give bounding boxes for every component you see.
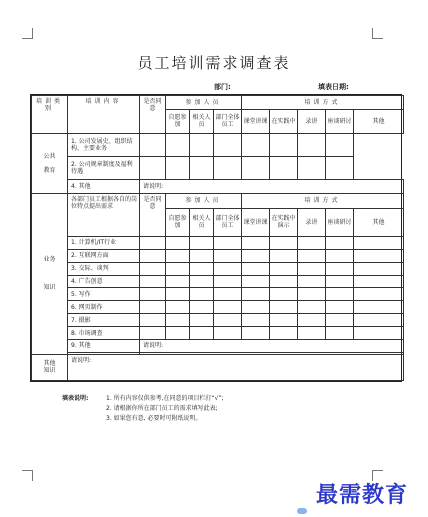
crop-mark-top-left	[22, 28, 33, 39]
answer-cell[interactable]	[166, 314, 190, 327]
answer-cell[interactable]	[166, 275, 190, 288]
business-header-method: 培训方式	[242, 193, 404, 208]
business-item-7: 7. 摄影	[68, 314, 140, 327]
answer-cell[interactable]	[140, 157, 166, 180]
col-seminar: 座谈研讨	[326, 109, 354, 133]
business-intro: 各部门员工根据各自的岗位特点提出需求	[68, 193, 140, 236]
watermark-logo: 最需教育	[315, 482, 408, 508]
answer-cell[interactable]	[354, 327, 404, 340]
answer-cell[interactable]	[140, 262, 166, 275]
col-recording: 录讲	[298, 109, 326, 133]
answer-cell[interactable]	[326, 236, 354, 249]
answer-cell[interactable]	[190, 236, 214, 249]
section-other-label: 其他 知识	[32, 354, 68, 380]
col-all-staff: 部门全体员工	[214, 109, 242, 133]
answer-cell[interactable]	[354, 314, 404, 327]
answer-cell[interactable]	[242, 133, 270, 157]
answer-cell[interactable]	[326, 288, 354, 301]
business-item-3: 3. 交际、谈判	[68, 262, 140, 275]
crop-mark-top-right	[372, 28, 383, 39]
business-note[interactable]: 请说明:	[140, 339, 404, 352]
section-public-label: 公共 教育	[32, 133, 68, 193]
answer-cell[interactable]	[140, 314, 166, 327]
col-related: 相关人员	[190, 208, 214, 236]
answer-cell[interactable]	[326, 262, 354, 275]
answer-cell[interactable]	[298, 314, 326, 327]
answer-cell[interactable]	[298, 133, 326, 157]
answer-cell[interactable]	[190, 262, 214, 275]
header-participants: 参加人员	[166, 96, 242, 110]
answer-cell[interactable]	[214, 288, 242, 301]
col-other: 其他	[354, 109, 404, 133]
header-need: 是否同意	[140, 96, 166, 134]
answer-cell[interactable]	[214, 314, 242, 327]
answer-cell[interactable]	[298, 157, 326, 180]
answer-cell[interactable]	[270, 262, 298, 275]
answer-cell[interactable]	[190, 327, 214, 340]
answer-cell[interactable]	[242, 157, 270, 180]
col-voluntary: 自愿参加	[166, 109, 190, 133]
answer-cell[interactable]	[140, 133, 166, 157]
answer-cell[interactable]	[140, 301, 166, 314]
answer-cell[interactable]	[214, 262, 242, 275]
answer-cell[interactable]	[140, 327, 166, 340]
answer-cell[interactable]	[242, 236, 270, 249]
answer-cell[interactable]	[326, 301, 354, 314]
instruction-line: 2. 请根据你所在部门员工的需求填写此表;	[106, 405, 218, 412]
survey-table	[30, 94, 402, 382]
business-item-4: 4. 广告创意	[68, 275, 140, 288]
answer-cell[interactable]	[270, 327, 298, 340]
answer-cell[interactable]	[326, 327, 354, 340]
answer-cell[interactable]	[270, 301, 298, 314]
business-header-participants: 参加人员	[166, 193, 242, 208]
answer-cell[interactable]	[270, 157, 298, 180]
answer-cell[interactable]	[190, 157, 214, 180]
answer-cell[interactable]	[214, 157, 242, 180]
answer-cell[interactable]	[298, 275, 326, 288]
answer-cell[interactable]	[242, 314, 270, 327]
instructions-label: 填表说明:	[62, 395, 89, 402]
col-recording: 录讲	[298, 208, 326, 236]
taskbar-icon	[297, 508, 307, 514]
answer-cell[interactable]	[354, 236, 404, 249]
answer-cell[interactable]	[270, 288, 298, 301]
answer-cell[interactable]	[140, 275, 166, 288]
answer-cell[interactable]	[270, 314, 298, 327]
answer-cell[interactable]	[214, 327, 242, 340]
col-practice-demo: 在实践中演示	[270, 208, 298, 236]
answer-cell[interactable]	[242, 262, 270, 275]
answer-cell[interactable]	[214, 249, 242, 262]
answer-cell[interactable]	[326, 249, 354, 262]
public-note[interactable]: 请说明:	[140, 179, 404, 193]
answer-cell[interactable]	[354, 288, 404, 301]
answer-cell[interactable]	[140, 236, 166, 249]
business-item-8: 8. 市场调查	[68, 327, 140, 340]
answer-cell[interactable]	[270, 133, 298, 157]
section-business-label: 业务 知识	[32, 193, 68, 354]
answer-cell[interactable]	[190, 249, 214, 262]
answer-cell[interactable]	[166, 236, 190, 249]
date-label: 填表日期:	[318, 83, 349, 91]
answer-cell[interactable]	[166, 249, 190, 262]
instruction-line: 填表说明: 1. 所有内容仅供参考,在同意的项目栏打“√”;	[62, 395, 224, 402]
answer-cell[interactable]	[326, 157, 354, 180]
header-category: 培训类别	[32, 96, 68, 134]
instruction-line: 3. 如果您有意, 必要时可附纸说明。	[106, 415, 202, 422]
answer-cell[interactable]	[214, 301, 242, 314]
business-item-2: 2. 互联网方面	[68, 249, 140, 262]
page-title: 员工培训需求调查表	[137, 54, 291, 72]
business-item-9: 9. 其他	[68, 339, 140, 352]
answer-cell[interactable]	[354, 262, 404, 275]
col-all-staff: 部门全体员工	[214, 208, 242, 236]
department-label: 部门:	[214, 83, 231, 91]
answer-cell[interactable]	[270, 236, 298, 249]
business-header-need: 是否同意	[140, 193, 166, 236]
col-seminar: 座谈研讨	[326, 208, 354, 236]
answer-cell[interactable]	[354, 275, 404, 288]
answer-cell[interactable]	[166, 133, 190, 157]
col-related: 相关人员	[190, 109, 214, 133]
fill-instructions	[62, 394, 224, 424]
public-item-1: 1. 公司发展史、组织结构、主要业务	[68, 133, 140, 157]
answer-cell[interactable]	[214, 275, 242, 288]
answer-cell[interactable]	[298, 249, 326, 262]
answer-cell[interactable]	[214, 236, 242, 249]
answer-cell[interactable]	[242, 327, 270, 340]
answer-cell[interactable]	[270, 249, 298, 262]
other-note[interactable]: 请说明:	[68, 354, 404, 380]
col-voluntary: 自愿参加	[166, 208, 190, 236]
answer-cell[interactable]	[242, 275, 270, 288]
answer-cell[interactable]	[298, 327, 326, 340]
header-content: 培训内容	[68, 96, 140, 134]
answer-cell[interactable]	[326, 133, 354, 157]
answer-cell[interactable]	[298, 288, 326, 301]
answer-cell[interactable]	[354, 301, 404, 314]
public-item-other: 4. 其他	[68, 179, 140, 193]
answer-cell[interactable]	[242, 249, 270, 262]
public-item-2: 2. 公司规章制度及福利待遇	[68, 157, 140, 180]
answer-cell[interactable]	[190, 301, 214, 314]
answer-cell[interactable]	[242, 288, 270, 301]
col-practice: 在实践中	[270, 109, 298, 133]
crop-mark-bottom-left	[22, 470, 33, 481]
col-other: 其他	[354, 208, 404, 236]
answer-cell[interactable]	[298, 262, 326, 275]
answer-cell[interactable]	[166, 157, 190, 180]
col-lecture: 课堂讲课	[242, 208, 270, 236]
answer-cell[interactable]	[354, 249, 404, 262]
business-item-6: 6. 网页制作	[68, 301, 140, 314]
answer-cell[interactable]	[298, 301, 326, 314]
header-method: 培训方式	[242, 96, 404, 110]
answer-cell[interactable]	[190, 288, 214, 301]
answer-cell[interactable]	[190, 275, 214, 288]
business-item-5: 5. 写作	[68, 288, 140, 301]
answer-cell[interactable]	[270, 275, 298, 288]
answer-cell[interactable]	[166, 301, 190, 314]
answer-cell[interactable]	[140, 288, 166, 301]
answer-cell[interactable]	[214, 133, 242, 157]
answer-cell[interactable]	[166, 262, 190, 275]
answer-cell[interactable]	[298, 236, 326, 249]
answer-cell[interactable]	[326, 314, 354, 327]
answer-cell[interactable]	[242, 301, 270, 314]
answer-cell[interactable]	[166, 327, 190, 340]
business-item-1: 1. 计算机/IT行业	[68, 236, 140, 249]
answer-cell[interactable]	[190, 133, 214, 157]
answer-cell[interactable]	[190, 314, 214, 327]
col-lecture: 课堂讲课	[242, 109, 270, 133]
answer-cell[interactable]	[166, 288, 190, 301]
answer-cell[interactable]	[326, 275, 354, 288]
answer-cell[interactable]	[140, 249, 166, 262]
